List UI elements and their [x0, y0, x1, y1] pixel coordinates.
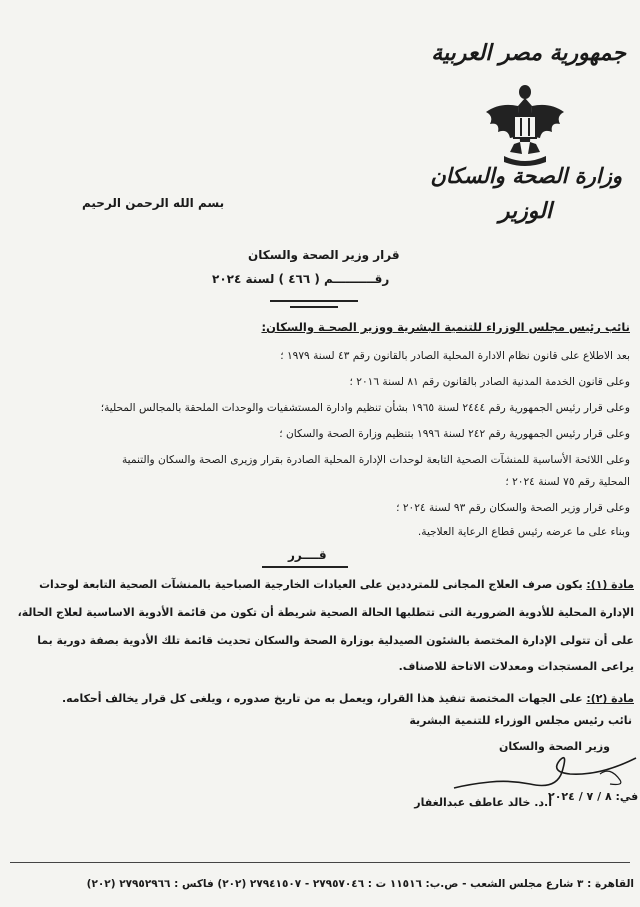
- article-2-text: على الجهات المختصة تنفيذ هذا القرار، ويعمل به من تاريخ صدوره ، ويلغى كل قرار يخالف أحكامه.: [62, 692, 583, 705]
- title-underline: [270, 300, 358, 302]
- decides-underline: [262, 566, 348, 568]
- footer-divider: [10, 862, 630, 863]
- preamble-line: وبناء على ما عرضه رئيس قطاع الرعاية العلاجية.: [417, 526, 630, 538]
- footer-contact: القاهرة : ٣ شارع مجلس الشعب - ص.ب: ١١٥١٦ ت : ٢٧٩٥٧٠٤٦ - ٢٧٩٤١٥٠٧ (٢٠٢) فاكس : ٢٧٩٥٢٩٦٦ (٢٠٢): [86, 878, 634, 890]
- article-1-line: الإدارة المحلية للأدوية الضرورية التى تتطلبها الحالة الصحية شريطة أن تكون من قائمة الأدوية الاساسية لعلاج الحالة،: [17, 606, 634, 619]
- preamble-line: بعد الاطلاع على قانون نظام الادارة المحلية الصادر بالقانون رقم ٤٣ لسنة ١٩٧٩ ؛: [280, 350, 630, 362]
- issuer-intro: نائب رئيس مجلس الوزراء للتنمية البشرية ووزير الصحـة والسكان:: [261, 320, 630, 334]
- eagle-emblem-icon: [480, 82, 570, 170]
- basmala: بسم الله الرحمن الرحيم: [82, 196, 225, 210]
- letterhead-ministry: وزارة الصحة والسكان: [430, 163, 622, 188]
- handwritten-signature: [450, 746, 640, 796]
- decides-heading: قــــرر: [288, 548, 327, 562]
- article-2-line: [62, 692, 634, 705]
- article-1-label: مادة (١):: [586, 578, 634, 591]
- preamble-line: وعلى قرار رئيس الجمهورية رقم ٢٤٢ لسنة ١٩٩٦ بتنظيم وزارة الصحة والسكان ؛: [279, 428, 630, 440]
- preamble-line: وعلى قرار رئيس الجمهورية رقم ٢٤٤٤ لسنة ١٩٦٥ بشأن تنظيم وادارة المستشفيات والوحدات الملحقة بالمجالس المحلية؛: [100, 402, 630, 414]
- letterhead-minister: الوزير: [498, 198, 552, 224]
- preamble-line: المحلية رقم ٧٥ لسنة ٢٠٢٤ ؛: [505, 476, 630, 488]
- signatory-ministry: وزير الصحة والسكان: [499, 740, 610, 753]
- signatory-title: نائب رئيس مجلس الوزراء للتنمية البشرية: [409, 714, 632, 727]
- letterhead-country: جمهورية مصر العربية: [431, 40, 626, 66]
- article-2-label: مادة (٢):: [586, 692, 634, 705]
- article-1-line: [39, 578, 634, 591]
- article-1-line: على أن تتولى الإدارة المختصة بالشئون الصيدلية بوزارة الصحة والسكان تحديث قائمة تلك الأدوية بصفة دورية بما: [37, 634, 634, 647]
- decree-date: في: ٨ / ٧ / ٢٠٢٤: [548, 790, 639, 803]
- article-1-line: يراعى المستجدات ومعدلات الاتاحة للاصناف.: [398, 660, 634, 673]
- decision-number: رقــــــــــم ( ٤٦٦ ) لسنة ٢٠٢٤: [212, 272, 390, 286]
- title-underline-short: [290, 306, 338, 308]
- preamble-line: وعلى اللائحة الأساسية للمنشآت الصحية التابعة لوحدات الإدارة المحلية الصادرة بقرار وزيرى الصحة والسكان والتنمية: [121, 454, 630, 466]
- preamble-line: وعلى قانون الخدمة المدنية الصادر بالقانون رقم ٨١ لسنة ٢٠١٦ ؛: [349, 376, 630, 388]
- preamble-line: وعلى قرار وزير الصحة والسكان رقم ٩٣ لسنة ٢٠٢٤ ؛: [396, 502, 630, 514]
- article-1-text: يكون صرف العلاج المجانى للمترددين على العيادات الخارجية الصباحية بالمنشآت الصحية التابعة لوحدات: [39, 578, 583, 591]
- decision-title: قرار وزير الصحة والسكان: [248, 248, 400, 262]
- signatory-name: أ.د. خالد عاطف عبدالغفار: [414, 796, 552, 809]
